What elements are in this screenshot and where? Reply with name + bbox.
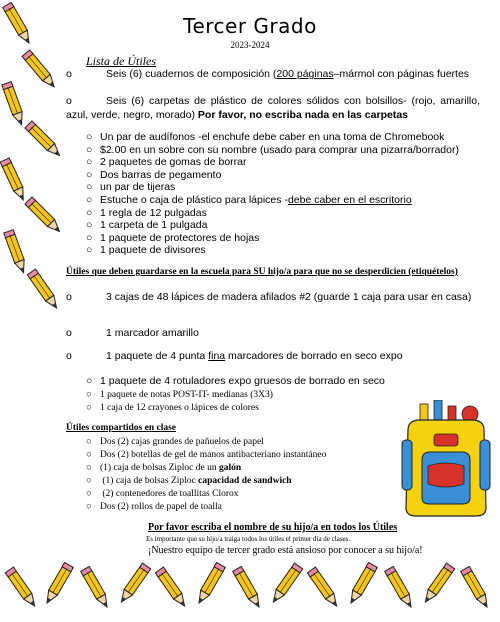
- list-item: ○ 1 paquete de divisores: [86, 244, 206, 257]
- list-item: ○ 1 paquete de protectores de hojas: [86, 231, 260, 244]
- list-item: ○ un par de tijeras: [86, 181, 176, 194]
- bullet-circle: ○: [86, 156, 93, 169]
- list-item: ○ $2.00 en un sobre con su nombre (usado para comprar una pizarra/borrador): [86, 143, 459, 156]
- school-item: ○ 1 caja de 12 crayones o lápices de colores: [86, 403, 259, 413]
- bullet-circle: ○: [86, 131, 93, 143]
- list-item-notebooks: o Seis (6) cuadernos de composición (200 páginas–mármol con páginas fuertes: [66, 68, 470, 80]
- bullet-circle: ○: [86, 168, 93, 181]
- bullet-circle: ○: [86, 206, 93, 219]
- list-item: ○ 1 regla de 12 pulgadas: [86, 206, 207, 219]
- school-item: ○ 1 paquete de 4 rotuladores expo gruesos de borrado en seco: [86, 375, 385, 387]
- bullet-circle: ○: [86, 194, 93, 206]
- school-year: 2023-2024: [230, 40, 270, 50]
- list-title: Lista de Útiles: [86, 54, 157, 68]
- list-item-folders: o Seis (6) carpetas de plástico de colores sólidos con bolsillos- (rojo, amarillo, azul, verde, negro, morado) Por favor, no escriba nada en las carpetas: [66, 95, 480, 121]
- shared-item: ○ (1) caja de bolsas Ziploc de un galón: [86, 463, 242, 473]
- list-item: ○ 1 carpeta de 1 pulgada: [86, 219, 208, 232]
- list-item: ○ Un par de audífonos -el enchufe debe caber en una toma de Chromebook: [86, 131, 445, 143]
- footer-greeting: ¡Nuestro equipo de tercer grado está ansioso por conocer a su hijo/a!: [148, 545, 423, 556]
- shared-item: ○ (2) contenedores de toallitas Clorox: [86, 489, 239, 499]
- list-item: ○ Dos barras de pegamento: [86, 168, 222, 181]
- bullet-circle: ○: [86, 244, 93, 257]
- footer-note: Es importante que su hijo/a traiga todos los útiles el primer día de clases.: [146, 535, 351, 543]
- list-item-pencil-case: ○ Estuche o caja de plástico para lápices -debe caber en el escritorio: [86, 194, 412, 206]
- school-item-fine-markers: o 1 paquete de 4 punta fina marcadores de borrado en seco expo: [66, 350, 403, 362]
- school-supplies-header: Útiles que deben guardarse en la escuela para SU hijo/a para que no se desperdicien (etiquételos): [66, 267, 458, 277]
- school-item-highlighter: o 1 marcador amarillo: [66, 327, 199, 339]
- bullet-circle: ○: [86, 143, 93, 156]
- school-item-pencils: o 3 cajas de 48 lápices de madera afilados #2 (guarde 1 caja para usar en casa): [66, 291, 472, 303]
- footer-instruction: Por favor escriba el nombre de su hijo/a en todos los Útiles: [148, 522, 398, 533]
- pencil-border-bottom: [0, 548, 500, 622]
- shared-item: ○ (1) caja de bolsas Ziploc capacidad de sandwich: [86, 476, 292, 486]
- list-item: ○ 2 paquetes de gomas de borrar: [86, 156, 247, 169]
- bullet-o: o: [66, 95, 72, 107]
- bullet-circle: ○: [86, 231, 93, 244]
- bullet-o: o: [66, 68, 72, 80]
- bullet-circle: ○: [86, 219, 93, 232]
- shared-item: ○ Dos (2) botellas de gel de manos antibacteriano instantáneo: [86, 450, 327, 460]
- shared-supplies-header: Útiles compartidos en clase: [66, 423, 177, 433]
- bullet-circle: ○: [86, 181, 93, 194]
- school-item: ○ 1 paquete de notas POST-IT- medianas (3X3): [86, 390, 273, 400]
- shared-item: ○ Dos (2) cajas grandes de pañuelos de papel: [86, 437, 264, 447]
- shared-item: ○ Dos (2) rollos de papel de toalla: [86, 502, 222, 512]
- backpack-illustration: [400, 400, 492, 518]
- page-title: Tercer Grado: [183, 14, 317, 38]
